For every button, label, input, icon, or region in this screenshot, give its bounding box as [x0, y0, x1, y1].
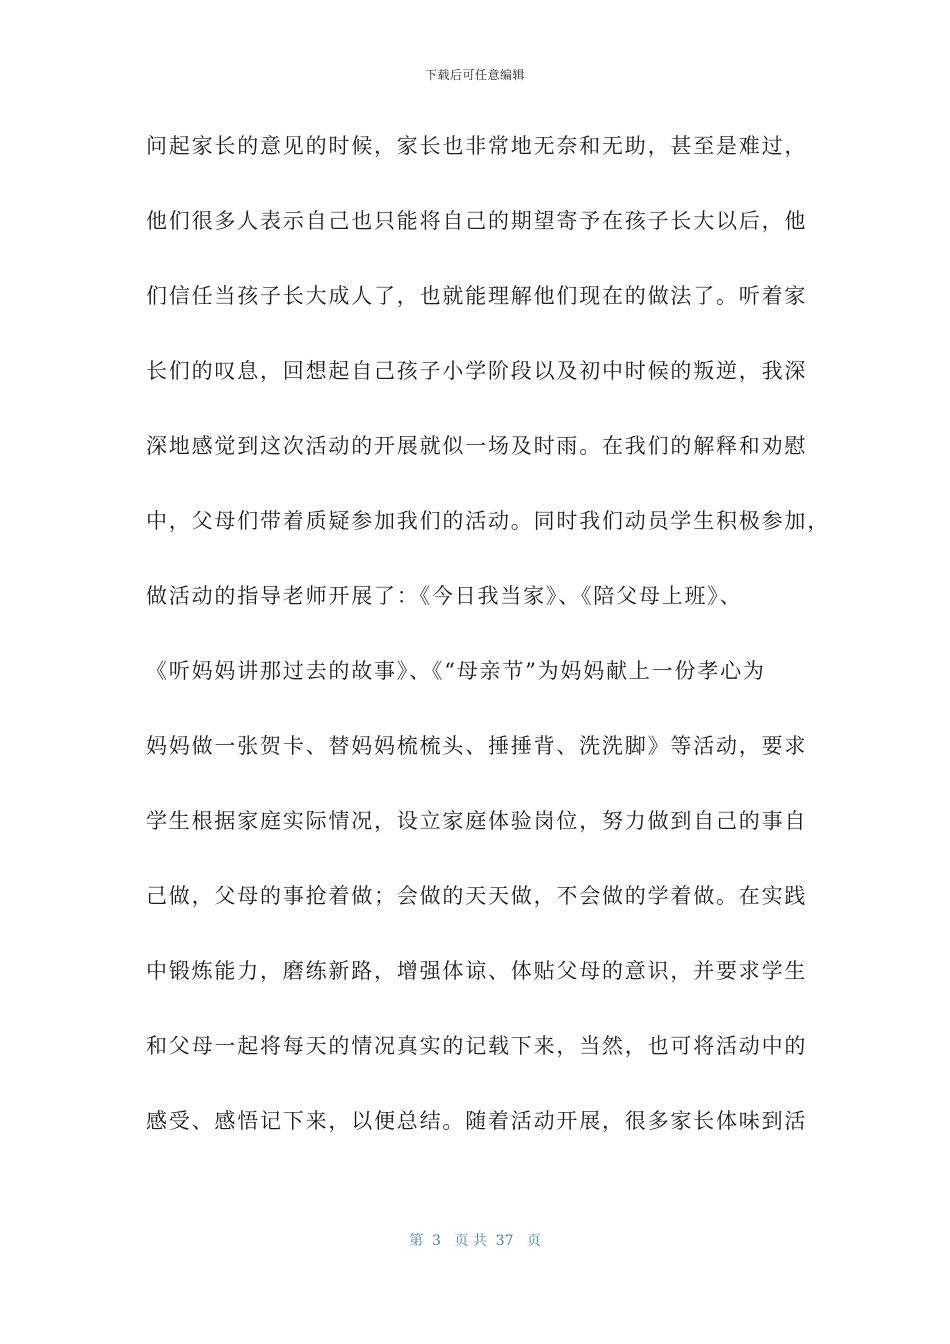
text-line: 感受、感悟记下来，以便总结。随着活动开展，很多家长体味到活	[146, 1109, 808, 1133]
text-line: 长们的叹息，回想起自己孩子小学阶段以及初中时候的叛逆，我深	[146, 359, 808, 383]
text-line: 们信任当孩子长大成人了，也就能理解他们现在的做法了。听着家	[146, 284, 808, 308]
text-line: 学生根据家庭实际情况，设立家庭体验岗位，努力做到自己的事自	[146, 809, 808, 833]
text-line: 深地感觉到这次活动的开展就似一场及时雨。在我们的解释和劝慰	[146, 434, 808, 458]
text-line: 做活动的指导老师开展了：《今日我当家》、《陪父母上班》、	[146, 584, 743, 608]
text-line: 和父母一起将每天的情况真实的记载下来，当然，也可将活动中的	[146, 1034, 808, 1058]
text-line: 中，父母们带着质疑参加我们的活动。同时我们动员学生积极参加，	[146, 509, 830, 533]
text-line: 问起家长的意见的时候，家长也非常地无奈和无助，甚至是难过，	[146, 134, 808, 158]
document-body	[146, 121, 830, 1171]
text-line: 他们很多人表示自己也只能将自己的期望寄予在孩子长大以后，他	[146, 209, 808, 233]
page-number: 第 3 页 共 37 页	[409, 1233, 541, 1249]
text-line: 己做，父母的事抢着做；会做的天天做，不会做的学着做。在实践	[146, 884, 808, 908]
text-line: 妈妈做一张贺卡、替妈妈梳梳头、捶捶背、洗洗脚》等活动，要求	[146, 734, 808, 758]
page-header-note: 下载后可任意编辑	[424, 68, 525, 82]
text-line: 中锻炼能力，磨练新路，增强体谅、体贴父母的意识，并要求学生	[146, 959, 808, 983]
text-line: 《听妈妈讲那过去的故事》、《“母亲节”为妈妈献上一份孝心为	[146, 659, 766, 683]
